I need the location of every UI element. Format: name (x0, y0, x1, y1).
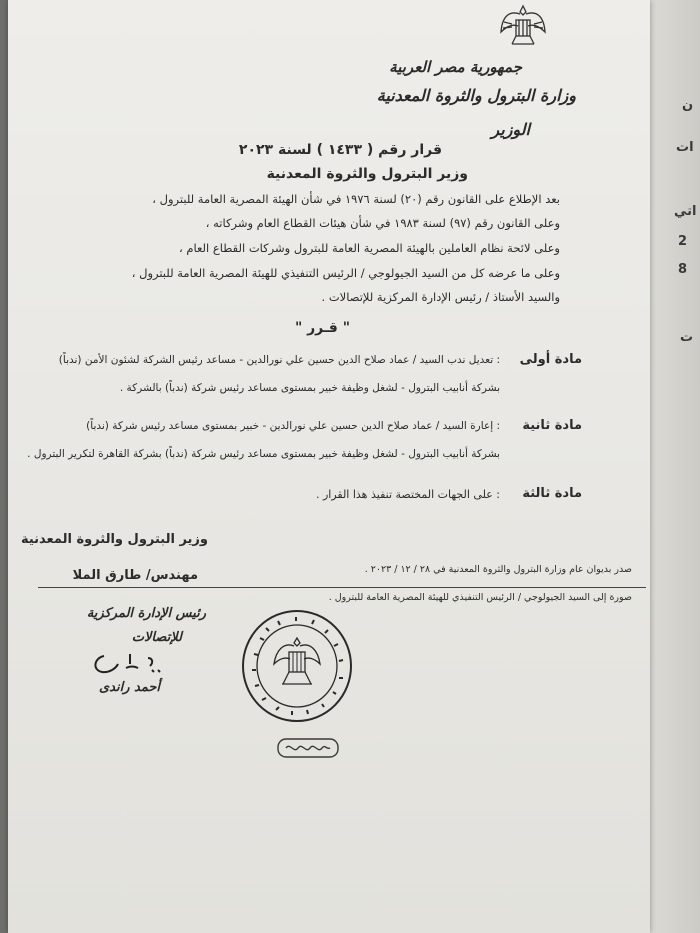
article-3-line: : على الجهات المختصة تنفيذ هذا القرار . (315, 488, 500, 501)
small-stamp-icon (276, 736, 340, 760)
divider-line (38, 587, 646, 588)
preamble-line: وعلى ما عرضه كل من السيد الجيولوجي / الرئيس التنفيذي للهيئة المصرية العامة للبترول ، (131, 266, 560, 280)
signature-title: وزير البترول والثروة المعدنية (20, 532, 208, 547)
preamble-line: وعلى القانون رقم (٩٧) لسنة ١٩٨٣ في شأن هيئات القطاع العام وشركاته ، (205, 216, 560, 230)
copy-to-line: صورة إلى السيد الجيولوجي / الرئيس التنفيذي للهيئة المصرية العامة للبترول . (328, 592, 632, 603)
signature-scribble-icon (90, 650, 172, 676)
underlying-page (648, 0, 700, 933)
article-1-label: مادة أولى (519, 352, 582, 367)
preamble-line: بعد الإطلاع على القانون رقم (٢٠) لسنة ١٩٧٦ في شأن الهيئة المصرية العامة للبترول ، (152, 192, 560, 206)
republic-heading: جمهورية مصر العربية (389, 58, 522, 76)
edge-mark: اتي (674, 204, 697, 219)
minister-heading: الوزير (491, 120, 530, 139)
preamble-line: والسيد الأستاذ / رئيس الإدارة المركزية للإتصالات . (321, 290, 560, 304)
eagle-emblem-icon (498, 2, 548, 50)
comms-subtitle: للإتصالات (131, 630, 182, 645)
article-1-line: : تعديل ندب السيد / عماد صلاح الدين حسين علي نورالدين - مساعد رئيس الشركة لشئون الأمن (ندباً) (58, 354, 500, 366)
edge-mark: ن (682, 98, 694, 113)
preamble-line: وعلى لائحة نظام العاملين بالهيئة المصرية العامة للبترول وشركات القطاع العام ، (178, 241, 560, 255)
decree-number: قرار رقم ( ١٤٣٣ ) لسنة ٢٠٢٣ (238, 142, 442, 158)
comms-name: أحمد راندى (98, 680, 160, 695)
article-2-label: مادة ثانية (522, 418, 582, 433)
comms-title: رئيس الإدارة المركزية (86, 606, 206, 621)
decided-heading: " قـرر " (294, 320, 350, 336)
article-2-line: بشركة أنابيب البترول - لشغل وظيفة خبير بمستوى مساعد رئيس شركة (ندباً) بشركة القاهرة لتكرير البترول . (27, 448, 500, 460)
edge-mark: 8 (678, 262, 688, 277)
edge-mark: ت (680, 330, 694, 345)
article-1-line: بشركة أنابيب البترول - لشغل وظيفة خبير بمستوى مساعد رئيس شركة (ندباً) بالشركة . (119, 382, 500, 394)
article-3-label: مادة ثالثة (522, 486, 582, 501)
issuer-title: وزير البترول والثروة المعدنية (266, 166, 468, 182)
document-page (8, 0, 650, 933)
edge-mark: ات (676, 140, 694, 155)
official-seal-stamp-icon (240, 608, 354, 724)
issued-line: صدر بديوان عام وزارة البترول والثروة المعدنية في ٢٨ / ١٢ / ٢٠٢٣ . (364, 564, 632, 575)
edge-mark: 2 (678, 234, 688, 249)
signature-name: مهندس/ طارق الملا (72, 568, 198, 583)
article-2-line: : إعارة السيد / عماد صلاح الدين حسين علي نورالدين - خبير بمستوى مساعد رئيس شركة (ندباً) (86, 420, 500, 432)
ministry-heading: وزارة البترول والثروة المعدنية (376, 86, 576, 105)
